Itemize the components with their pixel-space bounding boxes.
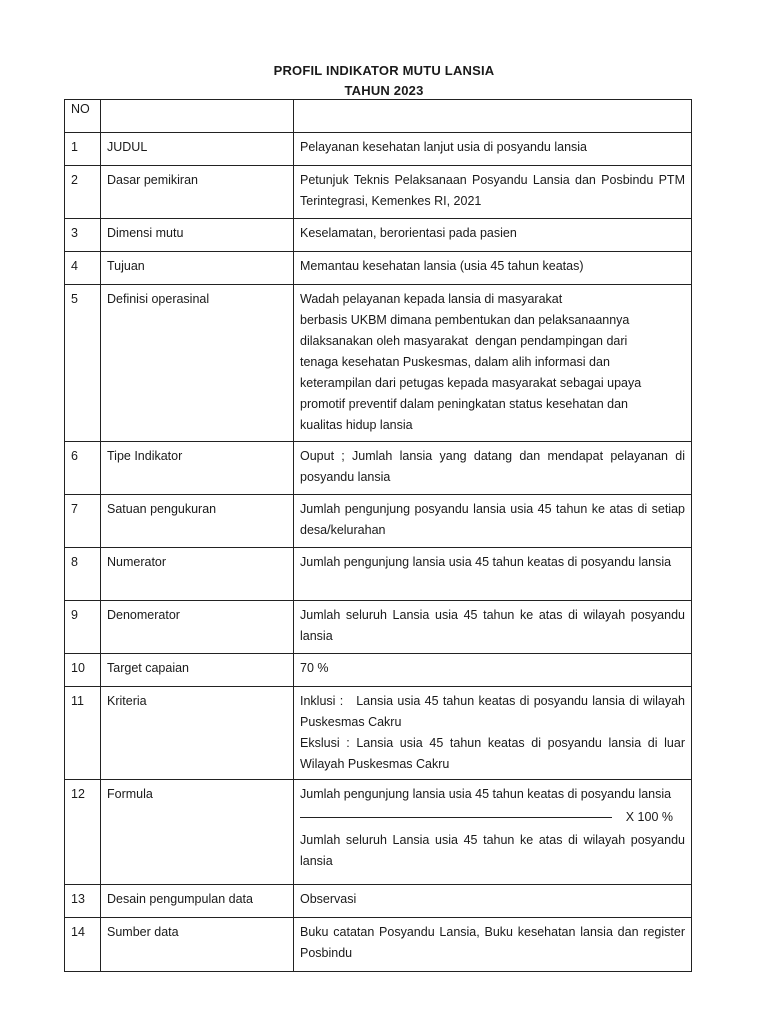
definition-line: kualitas hidup lansia — [300, 418, 413, 432]
table-row — [65, 601, 692, 654]
row-value — [294, 780, 692, 885]
table-row — [65, 252, 692, 285]
row-number: 4 — [65, 252, 101, 285]
row-value — [294, 687, 692, 780]
definition-line: Wadah pelayanan kepada lansia di masyarakat — [300, 292, 563, 306]
table-row — [65, 918, 692, 972]
row-label: Target capaian — [101, 654, 294, 687]
row-value: Memantau kesehatan lansia (usia 45 tahun keatas) — [294, 252, 692, 285]
formula-divider — [300, 807, 685, 828]
table-row — [65, 495, 692, 548]
row-label: Sumber data — [101, 918, 294, 972]
header-empty-cell — [101, 100, 294, 133]
row-value: Pelayanan kesehatan lanjut usia di posyandu lansia — [294, 133, 692, 166]
row-label: Definisi operasinal — [101, 285, 294, 442]
row-label: Numerator — [101, 548, 294, 601]
row-value: Jumlah pengunjung lansia usia 45 tahun keatas di posyandu lansia — [294, 548, 692, 601]
row-number: 5 — [65, 285, 101, 442]
row-label: Denomerator — [101, 601, 294, 654]
row-label: Formula — [101, 780, 294, 885]
row-number: 7 — [65, 495, 101, 548]
table-row — [65, 442, 692, 495]
row-label: Kriteria — [101, 687, 294, 780]
formula-denominator: Jumlah seluruh Lansia usia 45 tahun ke atas di wilayah posyandu lansia — [300, 833, 685, 868]
row-label: Dimensi mutu — [101, 219, 294, 252]
row-number: 1 — [65, 133, 101, 166]
row-number: 13 — [65, 885, 101, 918]
definition-line: tenaga kesehatan Puskesmas, dalam alih informasi dan — [300, 355, 610, 369]
row-value: 70 % — [294, 654, 692, 687]
row-number: 6 — [65, 442, 101, 495]
row-value: Buku catatan Posyandu Lansia, Buku kesehatan lansia dan register Posbindu — [294, 918, 692, 972]
row-value — [294, 285, 692, 442]
row-number: 12 — [65, 780, 101, 885]
row-number: 11 — [65, 687, 101, 780]
row-label: Desain pengumpulan data — [101, 885, 294, 918]
row-number: 2 — [65, 166, 101, 219]
row-value: Ouput ; Jumlah lansia yang datang dan mendapat pelayanan di posyandu lansia — [294, 442, 692, 495]
row-label: Satuan pengukuran — [101, 495, 294, 548]
row-number: 9 — [65, 601, 101, 654]
row-value: Keselamatan, berorientasi pada pasien — [294, 219, 692, 252]
header-empty-cell — [294, 100, 692, 133]
row-number: 10 — [65, 654, 101, 687]
definition-line: berbasis UKBM dimana pembentukan dan pelaksanaannya — [300, 313, 630, 327]
table-row — [65, 133, 692, 166]
table-row — [65, 285, 692, 442]
row-value: Petunjuk Teknis Pelaksanaan Posyandu Lansia dan Posbindu PTM Terintegrasi, Kemenkes RI, 2021 — [294, 166, 692, 219]
formula-numerator: Jumlah pengunjung lansia usia 45 tahun keatas di posyandu lansia — [300, 787, 672, 801]
table-header-row — [65, 100, 692, 133]
table-row — [65, 166, 692, 219]
table-row — [65, 654, 692, 687]
table-row — [65, 885, 692, 918]
table-row — [65, 780, 692, 885]
row-label: Tipe Indikator — [101, 442, 294, 495]
definition-line: dilaksanakan oleh masyarakat dengan pendampingan dari — [300, 334, 628, 348]
document-title: PROFIL INDIKATOR MUTU LANSIA — [273, 63, 495, 78]
definition-line: promotif preventif dalam peningkatan status kesehatan dan — [300, 397, 628, 411]
header-no-cell: NO — [65, 100, 101, 133]
table-row — [65, 687, 692, 780]
row-value: Observasi — [294, 885, 692, 918]
row-label: Tujuan — [101, 252, 294, 285]
row-number: 3 — [65, 219, 101, 252]
inclusion-criteria: Inklusi : Lansia usia 45 tahun keatas di posyandu lansia di wilayah Puskesmas Cakru — [300, 694, 689, 729]
table-row — [65, 548, 692, 601]
row-label: Dasar pemikiran — [101, 166, 294, 219]
row-label: JUDUL — [101, 133, 294, 166]
row-value: Jumlah pengunjung posyandu lansia usia 45 tahun ke atas di setiap desa/kelurahan — [294, 495, 692, 548]
row-number: 14 — [65, 918, 101, 972]
row-number: 8 — [65, 548, 101, 601]
exclusion-criteria: Ekslusi : Lansia usia 45 tahun keatas di posyandu lansia di luar Wilayah Puskesmas Cakru — [300, 736, 692, 771]
fraction-line — [300, 817, 612, 818]
definition-line: keterampilan dari petugas kepada masyarakat sebagai upaya — [300, 376, 642, 390]
indicator-profile-table — [64, 99, 692, 972]
row-value: Jumlah seluruh Lansia usia 45 tahun ke atas di wilayah posyandu lansia — [294, 601, 692, 654]
table-row — [65, 219, 692, 252]
document-year: TAHUN 2023 — [344, 83, 424, 98]
formula-multiplier: X 100 % — [625, 810, 673, 824]
